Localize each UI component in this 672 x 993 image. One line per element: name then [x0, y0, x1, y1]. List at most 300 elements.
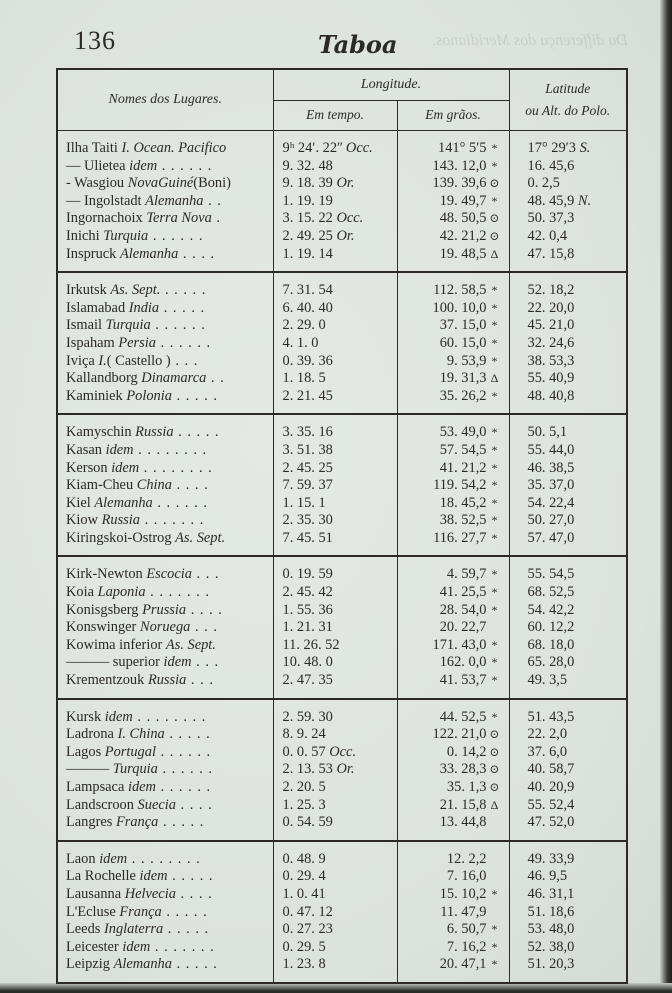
place-cell — [57, 353, 273, 371]
time-cell — [273, 370, 397, 388]
place-region: idem — [104, 708, 133, 725]
place-cell — [57, 442, 273, 460]
degrees-value: 12. 2,2 — [446, 850, 487, 867]
latitude-value: 60. 12,2 — [527, 619, 575, 636]
degrees-value: 15. 10,2 — [439, 885, 487, 902]
time-value: 1. 19. 19 — [282, 192, 333, 209]
time-cell — [273, 654, 397, 672]
place-region: Inglaterra — [103, 921, 164, 938]
place-cell — [57, 131, 273, 158]
table-row — [57, 619, 627, 637]
sun-circle-icon: ⊙ — [489, 762, 500, 777]
time-value: 2. 29. 0 — [282, 317, 326, 334]
degrees-value: 35. 26,2 — [439, 387, 487, 404]
row-group-1 — [57, 131, 627, 273]
latitude-value: 52. 18,2 — [527, 282, 575, 299]
place-cell — [57, 637, 273, 655]
degrees-cell — [397, 414, 509, 442]
latitude-cell — [509, 868, 627, 886]
degrees-cell — [397, 477, 509, 495]
star-icon: * — [491, 602, 498, 617]
latitude-cell — [509, 797, 627, 815]
place-region: Helvecia — [124, 885, 176, 902]
latitude-cell — [509, 272, 627, 300]
time-value: 2. 35. 30 — [282, 512, 333, 529]
leader-dots: . . . . . — [161, 903, 208, 920]
time-value: 3. 51. 38 — [282, 441, 333, 458]
time-cell — [273, 672, 397, 699]
latitude-value: 46. 38,5 — [527, 459, 575, 476]
place-region: idem — [99, 850, 128, 867]
time-cell — [273, 637, 397, 655]
time-direction: Or. — [336, 175, 355, 192]
place-name: — Ingolstadt — [66, 192, 142, 209]
table-row — [57, 556, 627, 584]
latitude-cell — [509, 761, 627, 779]
degrees-value: 48. 50,5 — [439, 210, 487, 227]
place-name: La Rochelle — [66, 868, 136, 885]
leader-dots: . . . — [191, 566, 220, 583]
time-value: 6. 40. 40 — [282, 299, 333, 316]
header-time: Em tempo. — [273, 100, 397, 131]
degrees-cell — [397, 619, 509, 637]
degrees-value: 57. 54,5 — [439, 441, 487, 458]
time-value: 1. 21. 31 — [282, 619, 333, 636]
place-region: França — [119, 903, 162, 920]
table-row — [57, 779, 627, 797]
star-icon: * — [491, 158, 498, 173]
degrees-cell — [397, 442, 509, 460]
degrees-value: 33. 28,3 — [439, 761, 487, 778]
leader-dots: . . . . . . — [150, 317, 206, 334]
latitude-cell — [509, 353, 627, 371]
leader-dots: . . . . . — [159, 299, 206, 316]
latitude-cell — [509, 841, 627, 869]
hemisphere: S. — [579, 140, 591, 156]
star-icon: * — [491, 388, 498, 403]
latitude-value: 55. 44,0 — [527, 441, 575, 458]
degrees-value: 19. 31,3 — [439, 370, 487, 387]
latitude-cell — [509, 414, 627, 442]
degrees-cell — [397, 726, 509, 744]
latitude-cell — [509, 246, 627, 273]
place-name: Inichi — [66, 227, 100, 244]
place-cell — [57, 370, 273, 388]
running-title: Taboa — [318, 30, 398, 59]
degrees-cell — [397, 814, 509, 841]
time-cell — [273, 388, 397, 415]
degrees-cell — [397, 512, 509, 530]
degrees-cell — [397, 637, 509, 655]
place-name: Kaminiek — [66, 387, 123, 404]
place-cell — [57, 556, 273, 584]
time-cell — [273, 158, 397, 176]
place-name: Lampsaca — [66, 779, 125, 795]
degrees-cell — [397, 654, 509, 672]
latitude-value: 22. 20,0 — [527, 299, 575, 316]
table-row — [57, 477, 627, 495]
degrees-cell — [397, 744, 509, 762]
leader-dots: . . . . . — [171, 956, 218, 973]
leader-dots: . . . . . . — [157, 761, 214, 778]
bleed-through-text: Da differença dos Meridianos. — [432, 32, 628, 49]
time-value: 0. 48. 9 — [282, 850, 326, 867]
place-name: Kasan — [66, 441, 102, 458]
leader-dots: . . . . . . — [155, 743, 212, 760]
header-latitude-line2: ou Alt. do Polo. — [525, 103, 611, 118]
place-name: ——— superior — [66, 654, 160, 671]
star-icon: * — [491, 655, 498, 670]
degrees-value: 11. 47,9 — [440, 903, 487, 920]
leader-dots: . . . . . . . — [145, 584, 210, 601]
degrees-value: 100. 10,0 — [432, 299, 487, 316]
page-edge-bottom — [0, 983, 672, 993]
latitude-value: 52. 38,0 — [527, 938, 575, 955]
place-cell — [57, 530, 273, 557]
place-name: Kiow — [66, 512, 98, 529]
sun-circle-icon: ⊙ — [489, 211, 500, 226]
triangle-icon: Δ — [490, 797, 499, 812]
row-group-3 — [57, 414, 627, 556]
table-row — [57, 414, 627, 442]
latitude-cell — [509, 584, 627, 602]
leader-dots: . . . . . . — [152, 494, 208, 511]
star-icon: * — [491, 886, 498, 901]
latitude-cell — [509, 317, 627, 335]
place-region: I. Ocean. Pacifico — [121, 140, 227, 156]
time-value: 7. 45. 51 — [282, 529, 333, 546]
degrees-cell — [397, 495, 509, 513]
place-region: idem — [163, 654, 192, 671]
table-row — [57, 335, 627, 353]
leader-dots: . . . . . — [163, 921, 210, 938]
place-name: Ladrona — [66, 726, 114, 743]
latitude-cell — [509, 556, 627, 584]
star-icon: * — [491, 673, 498, 688]
table-row — [57, 602, 627, 620]
degrees-value: 60. 15,0 — [439, 334, 487, 351]
degrees-cell — [397, 370, 509, 388]
table-row — [57, 904, 627, 922]
place-region: Persia — [118, 334, 156, 351]
place-cell — [57, 744, 273, 762]
place-cell — [57, 495, 273, 513]
time-cell — [273, 761, 397, 779]
degrees-cell — [397, 602, 509, 620]
time-value: 0. 54. 59 — [282, 814, 333, 831]
leader-dots: . . . . — [186, 601, 223, 618]
degrees-cell — [397, 158, 509, 176]
table-row — [57, 868, 627, 886]
leader-dots: . . . — [186, 672, 214, 689]
star-icon: * — [491, 709, 498, 724]
degrees-cell — [397, 246, 509, 273]
latitude-cell — [509, 672, 627, 699]
row-group-2 — [57, 272, 627, 414]
place-name: Kerson — [66, 459, 108, 476]
page-number: 136 — [74, 26, 116, 55]
table-row — [57, 131, 627, 158]
star-icon: * — [491, 141, 498, 155]
place-name: Langres — [66, 814, 113, 831]
table-row — [57, 353, 627, 371]
place-cell — [57, 272, 273, 300]
time-value: 2. 13. 53 — [282, 761, 333, 778]
place-cell — [57, 228, 273, 246]
time-cell — [273, 841, 397, 869]
place-region: idem — [139, 868, 168, 885]
latitude-value: 45. 21,0 — [527, 317, 575, 334]
place-name: Kallandborg — [66, 370, 138, 387]
degrees-value: 171. 43,0 — [432, 636, 487, 653]
time-value: 2. 45. 42 — [282, 584, 333, 601]
place-region: idem — [129, 157, 158, 174]
place-name: Ilha Taiti — [66, 140, 118, 156]
time-value: 2. 21. 45 — [282, 387, 333, 404]
place-region: Polonia — [126, 387, 172, 404]
latitude-cell — [509, 654, 627, 672]
place-cell — [57, 175, 273, 193]
latitude-cell — [509, 388, 627, 415]
leader-dots: . — [211, 210, 221, 227]
place-region: Alemanha — [94, 494, 153, 511]
latitude-cell — [509, 442, 627, 460]
latitude-cell — [509, 300, 627, 318]
degrees-cell — [397, 530, 509, 557]
time-cell — [273, 442, 397, 460]
place-cell — [57, 414, 273, 442]
degrees-cell — [397, 797, 509, 815]
time-cell — [273, 939, 397, 957]
place-cell — [57, 477, 273, 495]
place-cell — [57, 619, 273, 637]
place-name: — Ulietea — [66, 157, 126, 174]
place-region: I. — [98, 352, 107, 369]
time-cell — [273, 317, 397, 335]
latitude-value: 17° 29ʹ3 — [527, 140, 576, 156]
time-value: 0. 39. 36 — [282, 352, 333, 369]
degrees-value: 53. 49,0 — [439, 424, 487, 441]
header-degrees: Em grãos. — [397, 100, 509, 131]
time-cell — [273, 210, 397, 228]
place-cell — [57, 956, 273, 983]
place-cell — [57, 158, 273, 176]
leader-dots: . . . . . — [167, 868, 214, 885]
star-icon: * — [491, 335, 498, 350]
degrees-value: 112. 58,5 — [433, 282, 487, 299]
degrees-value: 139. 39,6 — [432, 175, 487, 192]
degrees-value: 28. 54,0 — [439, 601, 487, 618]
header-latitude — [509, 69, 627, 131]
degrees-cell — [397, 228, 509, 246]
place-region: NovaGuiné — [127, 175, 194, 192]
time-cell — [273, 335, 397, 353]
table-row — [57, 272, 627, 300]
place-name: Ismail — [66, 317, 102, 334]
table-row — [57, 228, 627, 246]
place-name: Kiel — [66, 494, 91, 511]
place-cell — [57, 886, 273, 904]
table-row — [57, 370, 627, 388]
time-cell — [273, 868, 397, 886]
table-row — [57, 210, 627, 228]
time-cell — [273, 477, 397, 495]
triangle-icon: Δ — [490, 371, 499, 386]
latitude-cell — [509, 744, 627, 762]
place-cell — [57, 300, 273, 318]
place-name: Kiringskoi-Ostrog — [66, 529, 172, 546]
latitude-cell — [509, 193, 627, 211]
time-value: 2. 45. 25 — [282, 459, 333, 476]
place-cell — [57, 841, 273, 869]
table-row — [57, 886, 627, 904]
time-value: 1. 18. 5 — [282, 370, 326, 387]
place-region: Russia — [147, 672, 187, 689]
time-value: 9ʰ 24ʹ. 22ʺ — [282, 140, 343, 156]
latitude-cell — [509, 956, 627, 983]
time-direction: Occ. — [336, 210, 364, 227]
latitude-cell — [509, 921, 627, 939]
time-direction: Occ. — [345, 140, 373, 156]
latitude-value: 0. 2,5 — [527, 175, 560, 192]
degrees-value: 44. 52,5 — [439, 708, 487, 725]
latitude-cell — [509, 726, 627, 744]
time-value: 11. 26. 52 — [282, 636, 340, 653]
degrees-value: 119. 54,2 — [433, 477, 487, 494]
latitude-cell — [509, 370, 627, 388]
time-value: 0. 27. 23 — [282, 921, 333, 938]
time-value: 1. 25. 3 — [282, 796, 326, 813]
latitude-cell — [509, 210, 627, 228]
latitude-cell — [509, 495, 627, 513]
time-value: 0. 19. 59 — [282, 566, 333, 583]
leader-dots: . . — [203, 192, 222, 209]
degrees-value: 122. 21,0 — [432, 726, 487, 743]
star-icon: * — [491, 425, 498, 440]
latitude-cell — [509, 619, 627, 637]
place-region: idem — [105, 441, 134, 458]
leader-dots: . . . . . — [158, 814, 205, 831]
time-cell — [273, 556, 397, 584]
row-group-6 — [57, 841, 627, 983]
star-icon: * — [491, 478, 498, 493]
time-value: 1. 15. 1 — [282, 494, 326, 511]
star-icon: * — [491, 957, 498, 972]
place-name: Ispaham — [66, 334, 115, 351]
degrees-cell — [397, 939, 509, 957]
table-row — [57, 530, 627, 557]
place-region: Laponia — [97, 584, 146, 601]
time-cell — [273, 300, 397, 318]
latitude-cell — [509, 904, 627, 922]
latitude-value: 51. 18,6 — [527, 903, 575, 920]
place-name: - Wasgiou — [66, 175, 125, 192]
table-row — [57, 699, 627, 727]
place-name: Leipzig — [66, 956, 110, 973]
place-cell — [57, 654, 273, 672]
place-name: Leeds — [66, 921, 101, 938]
place-cell — [57, 672, 273, 699]
degrees-value: 0. 14,2 — [446, 743, 487, 760]
row-group-5 — [57, 699, 627, 841]
place-cell — [57, 460, 273, 478]
degrees-cell — [397, 131, 509, 158]
header-latitude-line1: Latitude — [545, 81, 591, 96]
place-cell — [57, 193, 273, 211]
degrees-value: 20. 22,7 — [439, 619, 487, 636]
star-icon: * — [491, 442, 498, 457]
star-icon: * — [491, 922, 498, 937]
time-value: 0. 29. 5 — [282, 938, 326, 955]
place-name: Krementzouk — [66, 672, 145, 689]
place-name: ——— — [66, 761, 113, 778]
time-value: 7. 59. 37 — [282, 477, 333, 494]
latitude-value: 48. 40,8 — [527, 387, 575, 404]
time-cell — [273, 699, 397, 727]
time-cell — [273, 495, 397, 513]
place-region: Alemanha — [113, 956, 172, 973]
time-cell — [273, 921, 397, 939]
place-name: Iviça — [66, 352, 95, 369]
table-row — [57, 442, 627, 460]
degrees-cell — [397, 175, 509, 193]
header-longitude: Longitude. — [273, 69, 509, 100]
time-value: 0. 0. 57 — [282, 743, 326, 760]
place-cell — [57, 584, 273, 602]
latitude-value: 48. 45,9 — [527, 192, 575, 209]
degrees-value: 19. 48,5 — [439, 245, 487, 262]
latitude-cell — [509, 699, 627, 727]
place-name: Landscroon — [66, 796, 134, 813]
time-cell — [273, 814, 397, 841]
table-row — [57, 300, 627, 318]
latitude-value: 55. 54,5 — [527, 566, 575, 583]
latitude-cell — [509, 814, 627, 841]
leader-dots: . . . . . . . . — [127, 850, 201, 867]
leader-dots: . . . . . . . — [139, 512, 205, 529]
star-icon: * — [491, 585, 498, 600]
place-region: Suecia — [137, 796, 176, 813]
leader-dots: . . . . . . — [155, 779, 212, 795]
place-region: As. Sept. — [110, 282, 161, 299]
latitude-value: 37. 6,0 — [527, 743, 568, 760]
time-cell — [273, 414, 397, 442]
time-value: 2. 49. 25 — [282, 227, 333, 244]
place-region: idem — [122, 938, 151, 955]
degrees-value: 41. 53,7 — [439, 672, 487, 689]
degrees-cell — [397, 761, 509, 779]
latitude-value: 42. 0,4 — [527, 227, 568, 244]
degrees-value: 35. 1,3 — [446, 779, 487, 795]
leader-dots: . . . — [190, 619, 218, 636]
latitude-cell — [509, 939, 627, 957]
latitude-cell — [509, 131, 627, 158]
degrees-value: 143. 12,0 — [432, 157, 487, 174]
degrees-cell — [397, 353, 509, 371]
latitude-value: 40. 58,7 — [527, 761, 575, 778]
latitude-cell — [509, 602, 627, 620]
place-name: Konisgsberg — [66, 601, 139, 618]
place-name: Leicester — [66, 938, 119, 955]
degrees-value: 9. 53,9 — [446, 352, 487, 369]
star-icon: * — [491, 495, 498, 510]
time-cell — [273, 175, 397, 193]
degrees-cell — [397, 210, 509, 228]
latitude-value: 51. 20,3 — [527, 956, 575, 973]
place-region: Escocia — [146, 566, 192, 583]
latitude-value: 50. 5,1 — [527, 424, 568, 441]
latitude-cell — [509, 779, 627, 797]
